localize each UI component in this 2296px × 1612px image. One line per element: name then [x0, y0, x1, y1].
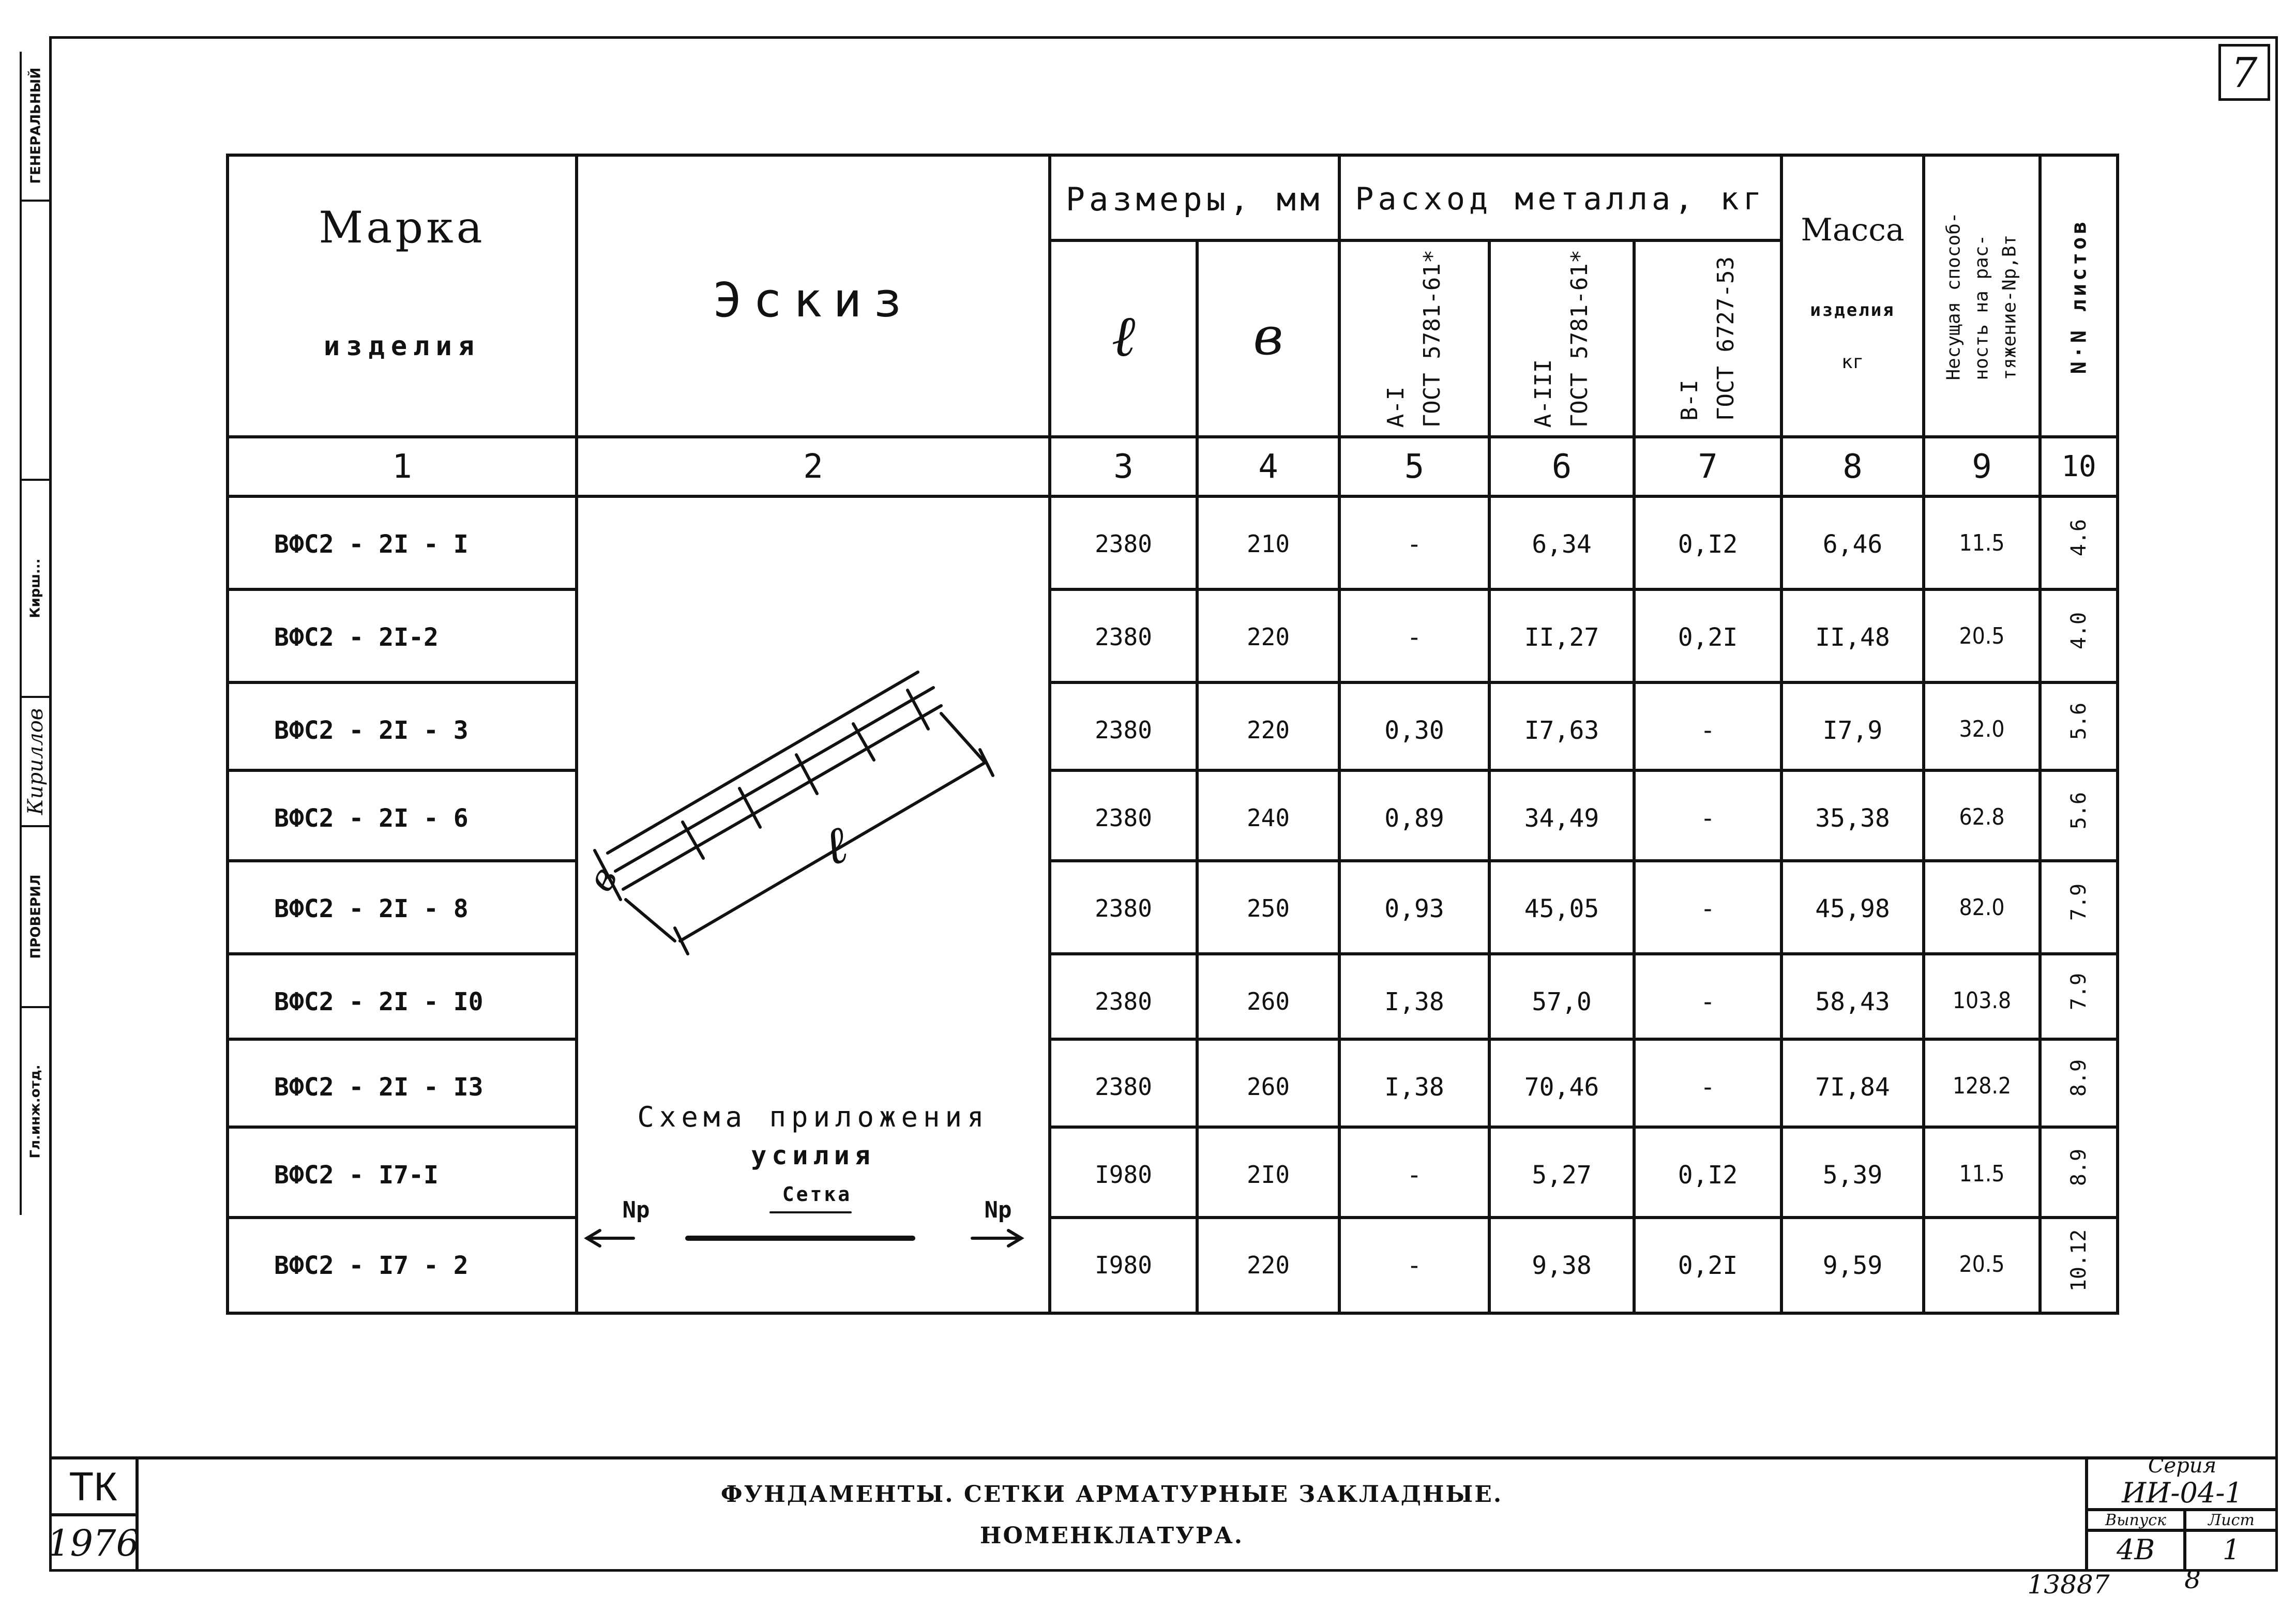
- row-steel-a1: -: [1407, 530, 1422, 559]
- row-length: I980: [1095, 1161, 1152, 1189]
- row-sheets-text: 4.0: [2067, 612, 2091, 650]
- row-width: 210: [1246, 530, 1290, 558]
- header-steel2-grade: А-III: [1530, 359, 1557, 428]
- row-sheets-text: 5.6: [2067, 702, 2091, 740]
- row-mass: 45,98: [1815, 894, 1890, 923]
- row-capacity: 11.5: [1959, 1161, 2005, 1187]
- column-number: 10: [2061, 450, 2096, 483]
- row-steel-a3: 57,0: [1532, 987, 1592, 1016]
- column-number: 8: [1842, 447, 1863, 486]
- row-steel-b1: -: [1700, 1073, 1715, 1102]
- header-sizes: Размеры, мм: [1065, 180, 1324, 218]
- year: 1976: [47, 1522, 140, 1564]
- org-code: ТК: [69, 1463, 117, 1509]
- force-label-right: Np: [984, 1196, 1012, 1223]
- header-mark-line1: Марка: [319, 202, 486, 253]
- row-steel-a1: I,38: [1384, 1073, 1444, 1102]
- row-steel-a1: -: [1407, 1251, 1422, 1280]
- row-steel-a3: II,27: [1524, 623, 1599, 652]
- row-length: 2380: [1095, 804, 1152, 832]
- header-size-b: в: [1253, 306, 1283, 367]
- row-capacity: 128.2: [1952, 1073, 2012, 1099]
- column-number: 6: [1551, 447, 1572, 486]
- row-sheets-text: 4.6: [2067, 519, 2091, 557]
- row-capacity: 20.5: [1959, 623, 2005, 649]
- force-label-left: Np: [622, 1196, 650, 1223]
- header-mark-line2: изделия: [323, 331, 481, 362]
- row-steel-b1: -: [1700, 987, 1715, 1016]
- row-steel-b1: -: [1700, 716, 1715, 745]
- sheet-label: Лист: [2208, 1511, 2255, 1529]
- row-mass: 6,46: [1822, 530, 1883, 559]
- row-capacity: 32.0: [1959, 716, 2005, 742]
- row-steel-a1: 0,30: [1384, 716, 1444, 745]
- row-steel-b1: 0,I2: [1678, 530, 1738, 559]
- row-steel-a1: -: [1407, 1161, 1422, 1190]
- header-metal: Расход металла, кг: [1355, 181, 1766, 217]
- row-steel-b1: 0,2I: [1678, 1251, 1738, 1280]
- row-steel-a1: 0,89: [1384, 804, 1444, 833]
- row-width: 220: [1246, 1251, 1290, 1279]
- row-length: 2380: [1095, 530, 1152, 558]
- row-mark: ВФС2 - 2I - I0: [274, 987, 484, 1016]
- row-length: 2380: [1095, 987, 1152, 1015]
- row-steel-a3: 5,27: [1532, 1161, 1592, 1190]
- row-mark: ВФС2 - 2I - 3: [274, 716, 469, 745]
- column-number: 3: [1113, 447, 1134, 486]
- row-capacity: 103.8: [1952, 987, 2012, 1014]
- row-mass: 35,38: [1815, 804, 1890, 833]
- row-mass: 7I,84: [1815, 1073, 1890, 1102]
- side-stamp-text: Гл.инж.отд.: [28, 1064, 44, 1159]
- row-mark: ВФС2 - I7 - 2: [274, 1251, 469, 1280]
- header-steel1-gost: ГОСТ 5781-61*: [1419, 249, 1445, 428]
- header-capacity-line3: тяжение-Np,Вт: [1999, 234, 2020, 381]
- column-number: 5: [1404, 447, 1425, 486]
- row-steel-a1: I,38: [1384, 987, 1444, 1016]
- row-mass: II,48: [1815, 623, 1890, 652]
- header-mass-line3: кг: [1841, 351, 1864, 373]
- series-label: Серия: [2148, 1454, 2217, 1478]
- side-stamp-text: ГЕНЕРАЛЬНЫЙ: [28, 67, 43, 184]
- row-mark: ВФС2 - 2I-2: [274, 623, 439, 652]
- row-steel-b1: -: [1700, 894, 1715, 923]
- copy-number: 8: [2184, 1564, 2201, 1594]
- row-length: I980: [1095, 1251, 1152, 1279]
- header-steel2-gost: ГОСТ 5781-61*: [1566, 249, 1593, 428]
- row-steel-a3: 45,05: [1524, 894, 1599, 923]
- row-mass: 58,43: [1815, 987, 1890, 1016]
- row-steel-b1: -: [1700, 804, 1715, 833]
- sheet-value: 1: [2222, 1533, 2241, 1566]
- side-stamp-text: ПРОВЕРИЛ: [28, 874, 43, 959]
- column-number: 4: [1258, 447, 1278, 486]
- drawing-title-line1: ФУНДАМЕНТЫ. СЕТКИ АРМАТУРНЫЕ ЗАКЛАДНЫЕ.: [720, 1481, 1503, 1508]
- column-number: 1: [392, 447, 412, 486]
- page-number: 7: [2218, 44, 2270, 101]
- row-length: 2380: [1095, 1073, 1152, 1101]
- row-sheets-text: 8.9: [2067, 1059, 2091, 1097]
- row-steel-b1: 0,I2: [1678, 1161, 1738, 1190]
- header-sketch: Эскиз: [713, 272, 913, 328]
- row-mass: 5,39: [1822, 1161, 1883, 1190]
- row-capacity: 62.8: [1959, 804, 2005, 830]
- header-mass-line2: изделия: [1810, 300, 1895, 321]
- header-sheets-text: N·N листов: [2067, 218, 2091, 374]
- column-number: 2: [803, 447, 823, 486]
- series-value: ИИ-04-1: [2122, 1477, 2243, 1509]
- header-mass-line1: Масса: [1801, 212, 1905, 248]
- scheme-title-line1: Схема приложения: [637, 1100, 989, 1133]
- row-sheets-text: 10.12: [2066, 1229, 2091, 1291]
- row-capacity: 82.0: [1959, 894, 2005, 921]
- row-mark: ВФС2 - 2I - 8: [274, 894, 469, 923]
- row-steel-a3: 70,46: [1524, 1073, 1599, 1102]
- row-steel-a1: 0,93: [1384, 894, 1444, 923]
- row-length: 2380: [1095, 894, 1152, 922]
- row-sheets-text: 7.9: [2067, 883, 2091, 921]
- row-sheets-text: 8.9: [2067, 1148, 2091, 1186]
- drawing-title-line2: НОМЕНКЛАТУРА.: [979, 1522, 1244, 1549]
- row-length: 2380: [1095, 716, 1152, 744]
- issue-label: Выпуск: [2105, 1511, 2166, 1529]
- row-mark: ВФС2 - 2I - 6: [274, 804, 469, 833]
- row-sheets-text: 7.9: [2067, 972, 2091, 1010]
- row-steel-b1: 0,2I: [1678, 623, 1738, 652]
- row-capacity: 11.5: [1959, 530, 2005, 556]
- row-length: 2380: [1095, 623, 1152, 651]
- row-mark: ВФС2 - 2I - I3: [274, 1073, 484, 1102]
- issue-value: 4В: [2116, 1533, 2155, 1566]
- column-number: 9: [1972, 447, 1992, 486]
- header-capacity-line1: Несущая способ-: [1943, 211, 1965, 381]
- header-size-l: ℓ: [1111, 302, 1136, 369]
- row-mark: ВФС2 - I7-I: [274, 1161, 439, 1190]
- signature-text: Кириллов: [24, 708, 48, 815]
- header-steel3-gost: ГОСТ 6727-53: [1712, 256, 1739, 421]
- inventory-number: 13887: [2027, 1570, 2110, 1600]
- row-mark: ВФС2 - 2I - I: [274, 530, 469, 559]
- row-mass: 9,59: [1822, 1251, 1883, 1280]
- row-steel-a3: 34,49: [1524, 804, 1599, 833]
- row-steel-a3: 9,38: [1532, 1251, 1592, 1280]
- row-width: 260: [1246, 1073, 1290, 1101]
- header-steel3-grade: В-I: [1676, 379, 1703, 421]
- row-width: 260: [1246, 987, 1290, 1015]
- row-steel-a3: I7,63: [1524, 716, 1599, 745]
- row-width: 240: [1246, 804, 1290, 832]
- side-stamp-text: Кирш...: [28, 558, 44, 618]
- sketch-dim-b: в: [579, 859, 626, 899]
- sketch-dim-l: ℓ: [817, 813, 854, 877]
- column-number: 7: [1698, 447, 1718, 486]
- header-steel1-grade: А-I: [1383, 386, 1409, 428]
- row-width: 2I0: [1246, 1161, 1290, 1189]
- header-capacity-line2: ность на рас-: [1971, 234, 1992, 381]
- scheme-title-line2: усилия: [751, 1140, 875, 1170]
- row-steel-a1: -: [1407, 623, 1422, 652]
- row-sheets-text: 5.6: [2067, 792, 2091, 829]
- row-steel-a3: 6,34: [1532, 530, 1592, 559]
- row-mass: I7,9: [1822, 716, 1883, 745]
- row-width: 250: [1246, 894, 1290, 922]
- row-width: 220: [1246, 623, 1290, 651]
- row-width: 220: [1246, 716, 1290, 744]
- row-capacity: 20.5: [1959, 1251, 2005, 1278]
- mesh-label: Сетка: [782, 1183, 852, 1206]
